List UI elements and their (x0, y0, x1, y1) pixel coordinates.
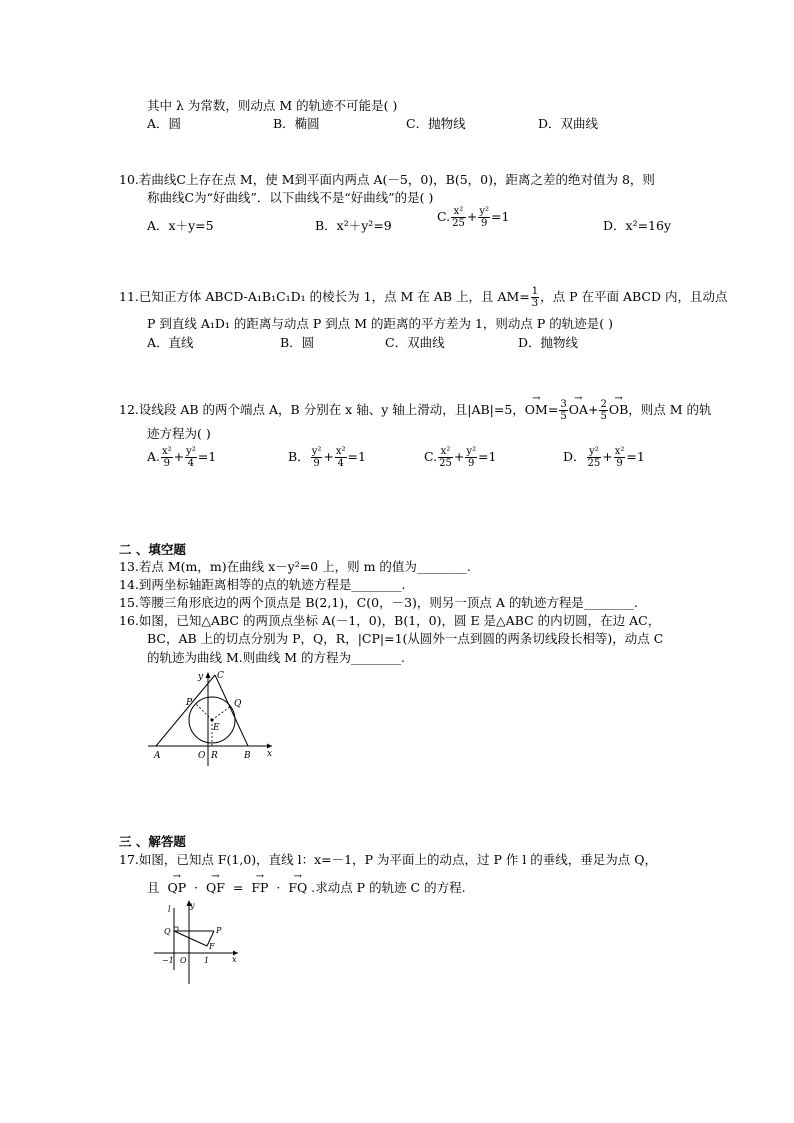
q16-line3: 的轨迹为曲线 M.则曲线 M 的方程为________. (147, 650, 405, 665)
label-b: B (244, 751, 251, 761)
label-y: y (190, 901, 195, 910)
section-answer-title: 三 、解答题 (119, 834, 186, 849)
right-angle-mark (174, 927, 178, 931)
q11-option-d: D．抛物线 (518, 335, 579, 350)
q11-option-b: B．圆 (280, 335, 315, 350)
label-o: O (198, 751, 206, 761)
q10-option-a: A．x＋y=5 (147, 218, 214, 233)
label-o: O (180, 956, 187, 965)
q11-line1: 11.已知正方体 ABCD-A₁B₁C₁D₁ 的棱长为 1，点 M 在 AB 上，且 AM= $\frac{1}{3}$ ，点 P 在平面 ABCD 内，且动点 (119, 286, 728, 309)
y-axis-arrow (206, 672, 211, 678)
q13-text: 13.若点 M(m，m)在曲线 x－y²=0 上，则 m 的值为________. (119, 559, 471, 574)
q9-option-d: D．双曲线 (538, 116, 599, 131)
side-ac (156, 675, 215, 746)
radius-eq (212, 706, 231, 720)
q10-option-b: B．x²＋y²=9 (315, 218, 392, 233)
label-l: l (168, 905, 171, 914)
q12-option-b: B． $\frac{\text{y²}}{9}$ + $\frac{\text{x²}}{4}$ =1 (288, 446, 366, 469)
q12-option-c: C. $\frac{\text{x²}}{25}$ + $\frac{\text{y²}}{9}$ =1 (424, 446, 497, 469)
q12-line2: 迹方程为( ) (147, 426, 211, 441)
label-r: R (211, 751, 218, 761)
q15-text: 15.等腰三角形底边的两个顶点是 B(2,1)，C(0，－3)，则另一顶点 A 的轨迹方程是________. (119, 595, 638, 610)
label-q: Q (234, 699, 242, 709)
q17-line2: 且 → QP · → QF = → FP · → FQ .求动点 P 的轨迹 C 的方程. (147, 880, 466, 896)
radius-ep (195, 703, 212, 720)
section-fill-in-title: 二 、填空题 (119, 542, 186, 557)
label-p: P (186, 698, 193, 708)
q17-figure (152, 898, 242, 986)
side-bc (215, 675, 248, 746)
q9-option-b: B．椭圆 (273, 116, 320, 131)
q14-text: 14.到两坐标轴距离相等的点的轨迹方程是________. (119, 577, 406, 592)
x-axis-arrow (267, 744, 272, 749)
q10-option-c: C. $\frac{\text{x²}}{25}$ + $\frac{\text{y²}}{9}$ =1 (437, 206, 510, 229)
q12-option-a: A. $\frac{\text{x²}}{9}$ + $\frac{\text{y²}}{4}$ =1 (147, 446, 217, 469)
q10-line2: 称曲线C为“好曲线”．以下曲线不是“好曲线”的是( ) (147, 190, 434, 205)
label-f: F (209, 942, 215, 951)
q11-line2: P 到直线 A₁D₁ 的距离与动点 P 到点 M 的距离的平方差为 1，则动点 P 的轨迹是( ) (147, 316, 614, 331)
label-x: x (267, 749, 273, 759)
q16-line2: BC，AB 上的切点分别为 P，Q，R，|CP|=1(从圆外一点到圆的两条切线段长相等)，动点 C (147, 631, 664, 646)
q16-line1: 16.如图，已知△ABC 的两顶点坐标 A(－1，0)，B(1，0)，圆 E 是△ABC 的内切圆，在边 AC， (119, 613, 661, 628)
label-one: 1 (204, 956, 210, 965)
q9-stem: 其中 λ 为常数，则动点 M 的轨迹不可能是( ) (147, 98, 398, 113)
q17-line1: 17.如图，已知点 F(1,0)，直线 l：x=－1，P 为平面上的动点，过 P 作 l 的垂线，垂足为点 Q， (119, 852, 658, 867)
q16-figure (146, 668, 276, 768)
q11-option-c: C．双曲线 (385, 335, 445, 350)
label-q: Q (164, 927, 171, 936)
segment-qf (174, 931, 207, 946)
q10-option-d: D．x²=16y (603, 218, 672, 233)
q9-option-c: C．抛物线 (406, 116, 466, 131)
label-minus-one: −1 (162, 956, 174, 965)
label-e: E (213, 723, 220, 733)
label-a: A (154, 751, 161, 761)
label-y: y (198, 672, 204, 682)
q10-line1: 10.若曲线C上存在点 M，使 M到平面内两点 A(－5，0)，B(5，0)，距离之差的绝对值为 8，则 (119, 172, 655, 187)
label-p: P (216, 926, 222, 935)
q11-option-a: A．直线 (147, 335, 194, 350)
q9-option-a: A．圆 (147, 116, 182, 131)
label-x: x (232, 955, 237, 964)
q12-line1: 12.设线段 AB 的两个端点 A，B 分别在 x 轴、y 轴上滑动，且|AB|=5，→ OM= $\frac{3}{5}$ → OA+ $\frac{2}{5}$ → OB，则点 M 的轨 (119, 399, 712, 422)
label-c: C (217, 671, 224, 681)
center-e (211, 719, 214, 722)
q12-option-d: D． $\frac{\text{y²}}{25}$ + $\frac{\text{x²}}{9}$ =1 (563, 446, 645, 469)
